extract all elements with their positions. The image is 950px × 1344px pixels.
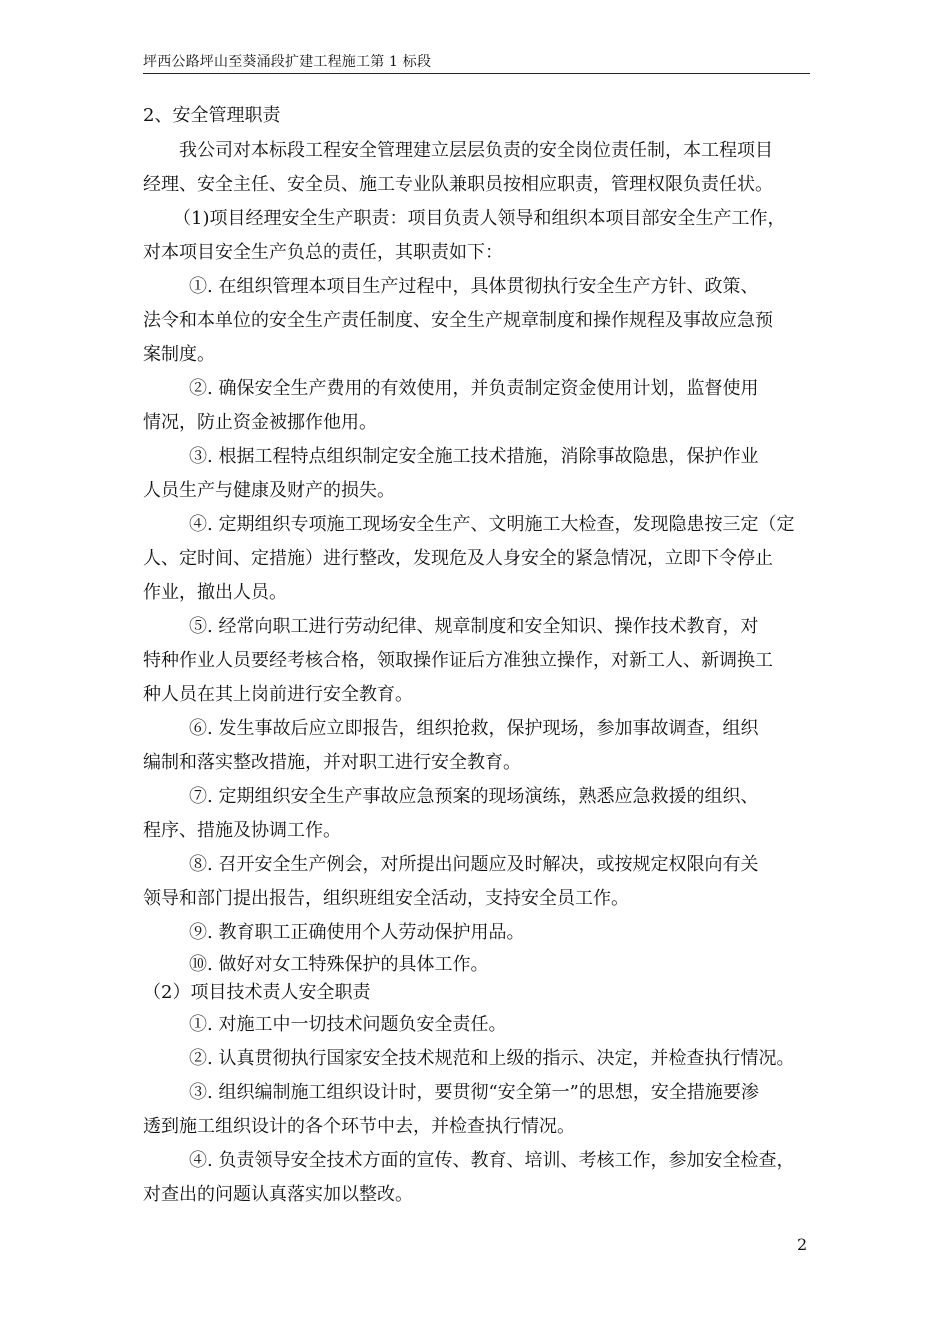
subsection-heading-2: （2）项目技术责人安全职责 [143, 982, 371, 1003]
subsection-heading-1: （1)项目经理安全生产职责：项目负责人领导和组织本项目部安全生产工作， [173, 208, 786, 229]
list-item-cont: 案制度。 [143, 344, 215, 365]
list-item-cont: 编制和落实整改措施，并对职工进行安全教育。 [143, 752, 521, 773]
list-item: ④. 负责领导安全技术方面的宣传、教育、培训、考核工作，参加安全检查， [189, 1150, 795, 1171]
list-item: ④. 定期组织专项施工现场安全生产、文明施工大检查，发现隐患按三定（定 [189, 514, 795, 535]
list-item-cont: 对查出的问题认真落实加以整改。 [143, 1184, 413, 1205]
list-item-cont: 人、定时间、定措施）进行整改，发现危及人身安全的紧急情况，立即下令停止 [143, 548, 773, 569]
page-header [143, 54, 810, 74]
list-item-cont: 程序、措施及协调工作。 [143, 820, 341, 841]
subsection-text: 对本项目安全生产负总的责任，其职责如下： [143, 242, 503, 263]
list-item: ⑦. 定期组织安全生产事故应急预案的现场演练，熟悉应急救援的组织、 [189, 786, 759, 807]
page-number: 2 [797, 1235, 808, 1254]
list-item: ⑩. 做好对女工特殊保护的具体工作。 [189, 954, 489, 975]
intro-line: 经理、安全主任、安全员、施工专业队兼职员按相应职责，管理权限负责任状。 [143, 174, 773, 195]
list-item-cont: 特种作业人员要经考核合格，领取操作证后方准独立操作，对新工人、新调换工 [143, 650, 773, 671]
list-item: ⑥. 发生事故后应立即报告，组织抢救，保护现场，参加事故调查，组织 [189, 718, 759, 739]
document-body [143, 98, 813, 1212]
list-item-cont: 人员生产与健康及财产的损失。 [143, 480, 395, 501]
section-heading: 2、安全管理职责 [143, 105, 281, 126]
list-item: ⑨. 教育职工正确使用个人劳动保护用品。 [189, 922, 525, 943]
header-title: 坪西公路坪山至葵涌段扩建工程施工第 1 标段 [143, 54, 432, 70]
list-item: ⑧. 召开安全生产例会，对所提出问题应及时解决，或按规定权限向有关 [189, 854, 759, 875]
list-item-cont: 种人员在其上岗前进行安全教育。 [143, 684, 413, 705]
list-item-cont: 领导和部门提出报告，组织班组安全活动，支持安全员工作。 [143, 888, 629, 909]
list-item: ③. 根据工程特点组织制定安全施工技术措施，消除事故隐患，保护作业 [189, 446, 759, 467]
list-item: ②. 确保安全生产费用的有效使用，并负责制定资金使用计划，监督使用 [189, 378, 759, 399]
list-item-cont: 透到施工组织设计的各个环节中去，并检查执行情况。 [143, 1116, 575, 1137]
list-item: ①. 对施工中一切技术问题负安全责任。 [189, 1014, 507, 1035]
list-item: ⑤. 经常向职工进行劳动纪律、规章制度和安全知识、操作技术教育，对 [189, 616, 759, 637]
intro-line: 我公司对本标段工程安全管理建立层层负责的安全岗位责任制，本工程项目 [179, 140, 773, 161]
list-item-cont: 法令和本单位的安全生产责任制度、安全生产规章制度和操作规程及事故应急预 [143, 310, 773, 331]
list-item: ①. 在组织管理本项目生产过程中，具体贯彻执行安全生产方针、政策、 [189, 276, 759, 297]
list-item-cont: 情况，防止资金被挪作他用。 [143, 412, 377, 433]
list-item: ③. 组织编制施工组织设计时，要贯彻“安全第一”的思想，安全措施要渗 [189, 1082, 759, 1103]
list-item-cont: 作业，撤出人员。 [143, 582, 287, 603]
list-item: ②. 认真贯彻执行国家安全技术规范和上级的指示、决定，并检查执行情况。 [189, 1048, 795, 1069]
